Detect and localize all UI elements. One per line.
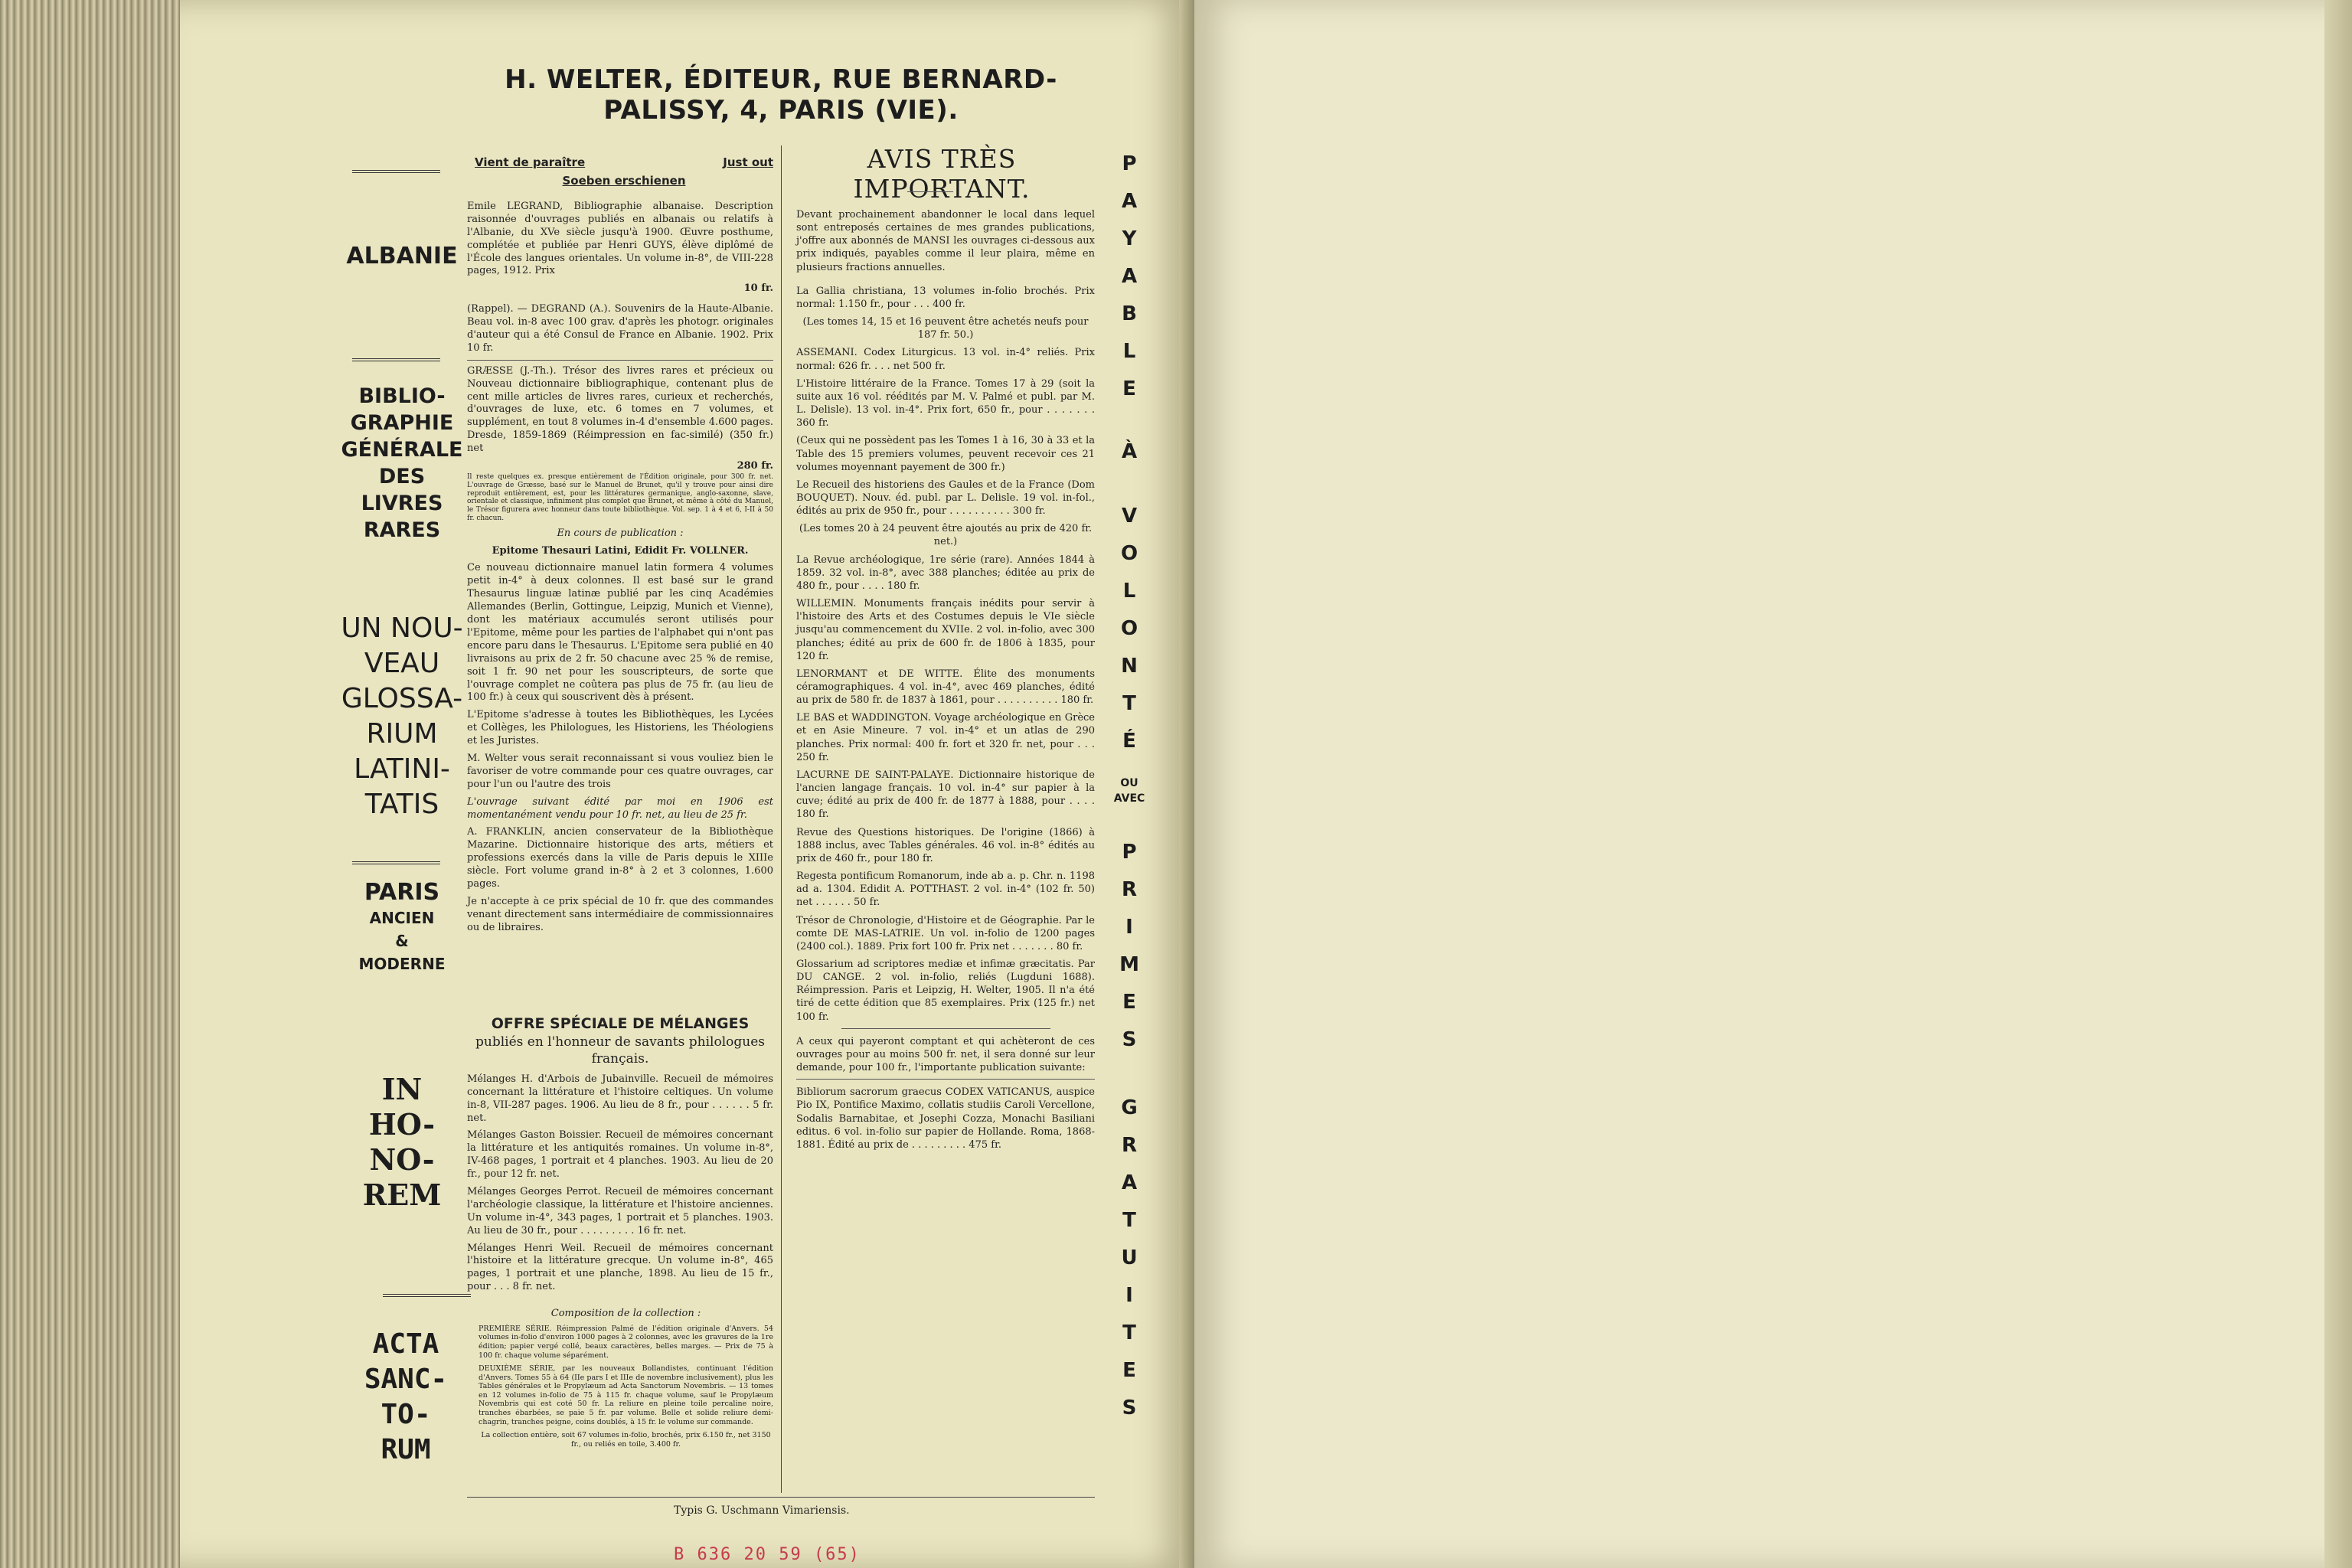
side-line: ANCIEN	[369, 909, 435, 927]
payable-letter: L	[1122, 340, 1136, 363]
heading-just-out: Just out	[723, 155, 773, 169]
offre-subtitle: publiés en l'honneur de savants philologues français.	[475, 1034, 765, 1067]
offre-title: OFFRE SPÉCIALE DE MÉLANGES	[491, 1015, 750, 1032]
entry-histoire: L'Histoire littéraire de la France. Tomes 17 à 29 (soit la suite aux 16 vol. réédités par M. V. Palmé et publ. par M. L. Delisle). 13 vol. in-4°. Prix fort, 650 fr., pour . . . . . . . 360 fr.	[796, 377, 1095, 430]
side-line: SANC-	[364, 1364, 448, 1395]
entry-regesta: Regesta pontificum Romanorum, inde ab a. p. Chr. n. 1198 ad a. 1304. Edidit A. POTTHAST. 2 vol. in-4° (102 fr. 50) net . . . . . . 50 fr.	[796, 871, 1095, 909]
payable-letter: S	[1122, 1028, 1137, 1051]
side-line: GRAPHIE	[350, 411, 454, 435]
payable-letter: R	[1121, 878, 1138, 901]
en-cours-label: En cours de publication :	[557, 527, 684, 539]
payable-letter: Y	[1122, 227, 1137, 250]
acta-serie-2: DEUXIÈME SÉRIE, par les nouveaux Bollandistes, continuant l'édition d'Anvers. Tomes 55 à 64 (IIe pars I et IIIe de novembre inclusivement), plus les Tables générales et le Propylæum ad Acta Sanctorum Novembris. — 13 tomes en 12 volumes in-folio de 75 à 115 fr. chaque volume, sauf le Propylæum Novembris qui est coté 50 fr. La reliure en pleine toile percaline noire, tranches ébarbées, se paie 5 fr. par volume. Belle et solide reliure demi-chagrin, tranches peigne, coins doublés, à 15 fr. le volume sur commande.	[479, 1364, 773, 1426]
payable-letter: A	[1121, 1171, 1138, 1194]
price-legrand: 10 fr.	[743, 283, 773, 295]
melanges-section	[467, 1014, 773, 1298]
entry-epitome-3: M. Welter vous serait reconnaissant si vous vouliez bien le favoriser de votre commande pour ces quatre ouvrages, car pour l'un ou l'autre des trois	[467, 752, 773, 790]
publisher-header: H. WELTER, ÉDITEUR, RUE BERNARD-PALISSY, 4, PARIS (VIE).	[505, 64, 1057, 126]
entry-graesse: GRÆSSE (J.-Th.). Trésor des livres rares et précieux ou Nouveau dictionnaire bibliographique, contenant plus de cent mille articles de livres rares, curieux et recherchés, d'ouvrages de luxe, etc. 6 tomes en 7 volumes, et supplément, en tout 8 volumes in-4 d'ensemble 4.600 pages. Dresde, 1859-1869 (Réimpression en fac-similé) (350 fr.) net	[467, 364, 773, 455]
payable-letter: N	[1121, 655, 1138, 678]
payable-letter: I	[1125, 1284, 1133, 1307]
side-line: MODERNE	[358, 955, 446, 973]
entry-epitome-4: L'ouvrage suivant édité par moi en 1906 est momentanément vendu pour 10 fr. net, au lieu de 25 fr.	[467, 795, 773, 821]
side-line: REM	[362, 1178, 442, 1212]
payable-letter: É	[1122, 730, 1136, 753]
payable-letter: E	[1122, 377, 1136, 400]
entry-glossarium: Glossarium ad scriptores mediæ et infimæ græcitatis. Par DU CANGE. 2 vol. in-folio, reliés (Lugduni 1688). Réimpression. Paris et Leipzig, H. Welter, 1905. Il n'a été tiré de cette édition que 85 exemplaires. Prix (125 fr.) net 100 fr.	[796, 958, 1095, 1023]
side-rule	[352, 170, 440, 173]
side-rule	[352, 861, 440, 864]
payable-letter: O	[1120, 617, 1138, 640]
payable-vertical-text	[1095, 145, 1164, 1427]
side-line: TO-	[381, 1399, 431, 1430]
payable-ou: OU	[1120, 777, 1138, 789]
just-out-heading	[475, 155, 773, 189]
entry-bibliorum: Bibliorum sacrorum graecus CODEX VATICANUS, auspice Pio IX, Pontifice Maximo, collatis studiis Caroli Vercellone, Sodalis Barnabitae, et Josephi Cozza, Monachi Basiliani editus. 6 vol. in-folio sur papier de Hollande. Roma, 1868-1881. Édité au prix de . . . . . . . . . 475 fr.	[796, 1086, 1095, 1151]
payable-letter: R	[1121, 1134, 1138, 1157]
avis-underline	[907, 191, 953, 192]
comptant-text: A ceux qui payeront comptant et qui achèteront de ces ouvrages pour au moins 500 fr. net, il sera donné sur leur demande, pour 100 fr., l'importante publication suivante:	[796, 1035, 1095, 1074]
payable-letter: P	[1122, 841, 1137, 864]
side-line: NO-	[369, 1142, 435, 1177]
avis-title: AVIS TRÈS IMPORTANT.	[853, 144, 1031, 204]
right-page-edge	[2324, 0, 2352, 1568]
payable-letter: A	[1121, 265, 1138, 288]
graesse-note: Il reste quelques ex. presque entièrement de l'Édition originale, pour 300 fr. net. L'ouvrage de Græsse, basé sur le Manuel de Brunet, qu'il y trouve pour ainsi dire reproduit entièrement, est, pour les littératures germanique, anglo-saxonne, slave, orientale et classique, infiniment plus complet que Brunet, et même à côté du Manuel, le Trésor figurera avec honneur dans toute bibliothèque. Vol. sep. 1 à 4 et 6, I-II à 50 fr. chacun.	[467, 472, 773, 522]
entry-questions: Revue des Questions historiques. De l'origine (1866) à 1888 inclus, avec Tables générales. 46 vol. in-8° édités au prix de 460 fr., pour 180 fr.	[796, 826, 1095, 864]
printer-line: Typis G. Uschmann Vimariensis.	[674, 1504, 850, 1517]
entry-recueil-note: (Les tomes 20 à 24 peuvent être ajoutés au prix de 420 fr. net.)	[799, 523, 1093, 548]
side-label-paris	[329, 879, 475, 975]
side-label-honorem	[329, 1072, 475, 1213]
entry-histoire-note: (Ceux qui ne possèdent pas les Tomes 1 à 16, 30 à 33 et la Table des 15 premiers volumes, peuvent recevoir ces 21 volumes moyennant payement de 300 fr.)	[796, 435, 1095, 473]
side-rule	[383, 1294, 471, 1297]
side-label-glossarium	[329, 611, 475, 822]
column-divider	[781, 145, 782, 1493]
payable-letter: T	[1122, 1321, 1136, 1344]
divider	[467, 360, 773, 361]
side-label-albanie: ALBANIE	[346, 243, 458, 270]
side-line: TATIS	[364, 789, 439, 820]
entry-franklin-2: Je n'accepte à ce prix spécial de 10 fr. que des commandes venant directement sans intermédiaire de commissionnaires ou de libraires.	[467, 895, 773, 933]
entry-melanges-weil: Mélanges Henri Weil. Recueil de mémoires concernant l'histoire et la littérature grecque. Un volume in-8°, 465 pages, 1 portrait et une planche, 1898. Au lieu de 15 fr., pour . . . 8 fr. net.	[467, 1242, 773, 1293]
side-line: DES	[378, 465, 426, 488]
left-column-top	[467, 201, 773, 939]
library-stamp: B 636 20 59 (65)	[674, 1545, 861, 1564]
entry-gallia-note: (Les tomes 14, 15 et 16 peuvent être achetés neufs pour 187 fr. 50.)	[802, 316, 1089, 341]
side-label-acta	[333, 1327, 479, 1468]
side-line: GLOSSA-	[341, 683, 463, 714]
intro-text: Devant prochainement abandonner le local dans lequel sont entreposés certaines de mes grandes publications, j'offre aux abonnés de MANSI les ouvrages ci-dessous aux prix indiqués, payables comme il leur plaira, même en plusieurs fractions annuelles.	[796, 209, 1095, 273]
entry-legrand: Emile LEGRAND, Bibliographie albanaise. Description raisonnée d'ouvrages publiés en albanais ou relatifs à l'Albanie, du XVe siècle jusqu'à 1900. Œuvre posthume, complétée et publiée par Henri GUYS, élève diplômé de l'École des langues orientales. Un volume in-8°, de VIII-228 pages, 1912. Prix	[467, 201, 773, 277]
footer-rule	[467, 1497, 1095, 1498]
entry-franklin: A. FRANKLIN, ancien conservateur de la Bibliothèque Mazarine. Dictionnaire historique des arts, métiers et professions exercés dans la ville de Paris depuis le XIIIe siècle. Fort volume grand in-8° à 2 et 3 colonnes, 1.600 pages.	[467, 826, 773, 890]
entry-recueil: Le Recueil des historiens des Gaules et de la France (Dom BOUQUET). Nouv. éd. publ. par L. Delisle. 19 vol. in-fol., édités au prix de 950 fr., pour . . . . . . . . . . 300 fr.	[796, 479, 1095, 518]
divider	[841, 1028, 1050, 1029]
entry-lacurne: LACURNE DE SAINT-PALAYE. Dictionnaire historique de l'ancien langage français. 10 vol. in-4° sur papier à la cuve; édité au prix de 400 fr. de 1877 à 1888, pour . . . . 180 fr.	[796, 769, 1095, 821]
payable-letter: T	[1122, 1209, 1136, 1232]
payable-letter: S	[1122, 1396, 1137, 1419]
payable-letter: V	[1121, 505, 1138, 528]
side-line: RUM	[381, 1434, 431, 1465]
payable-a: À	[1121, 440, 1138, 463]
side-line: GÉNÉRALE	[341, 438, 463, 462]
side-line: LIVRES	[361, 492, 443, 515]
payable-letter: B	[1122, 302, 1137, 325]
entry-melanges-perrot: Mélanges Georges Perrot. Recueil de mémoires concernant l'archéologie classique, la littérature et l'histoire anciennes. Un volume in-4°, 343 pages, 1 portrait et 5 planches. 1903. Au lieu de 30 fr., pour . . . . . . . . . 16 fr. net.	[467, 1186, 773, 1236]
side-rule	[352, 358, 440, 361]
epitome-title: Epitome Thesauri Latini, Edidit Fr. VOLLNER.	[492, 544, 749, 557]
entry-epitome-2: L'Epitome s'adresse à toutes les Bibliothèques, les Lycées et Collèges, les Philologues, les Historiens, les Théologiens et les Juristes.	[467, 709, 773, 747]
right-column	[796, 208, 1095, 1156]
side-line: UN NOU-	[341, 612, 463, 644]
side-line: PARIS	[364, 879, 440, 906]
payable-letter: A	[1121, 190, 1138, 213]
divider	[796, 1079, 1095, 1080]
payable-letter: E	[1122, 1359, 1136, 1382]
side-line: RARES	[363, 518, 441, 542]
side-line: IN	[381, 1072, 423, 1106]
price-graesse: 280 fr.	[737, 460, 773, 472]
side-line: &	[395, 932, 409, 950]
entry-melanges-jubainville: Mélanges H. d'Arbois de Jubainville. Recueil de mémoires concernant la littérature et l'histoire celtiques. Un volume in-8, VII-287 pages. 1906. Au lieu de 8 fr., pour . . . . . . 5 fr. net.	[467, 1073, 773, 1124]
side-line: ACTA	[372, 1328, 439, 1360]
side-line: VEAU	[364, 648, 440, 679]
side-line: BIBLIO-	[358, 384, 446, 408]
payable-letter: P	[1122, 152, 1137, 175]
entry-lebas: LE BAS et WADDINGTON. Voyage archéologique en Grèce et en Asie Mineure. 7 vol. in-4° et un atlas de 290 planches. Prix normal: 400 fr. fort et 320 fr. net, pour . . . 250 fr.	[796, 712, 1095, 763]
entry-melanges-boissier: Mélanges Gaston Boissier. Recueil de mémoires concernant la littérature et les antiquités romaines. Un volume in-8°, IV-468 pages, 1 portrait et 4 planches. 1903. Au lieu de 20 fr., pour 12 fr. net.	[467, 1129, 773, 1181]
acta-total: La collection entière, soit 67 volumes in-folio, brochés, prix 6.150 fr., net 3150 fr., ou reliés en toile, 3.400 fr.	[481, 1431, 771, 1449]
acta-serie-1: PREMIÈRE SÉRIE. Réimpression Palmé de l'édition originale d'Anvers. 54 volumes in-folio d'environ 1000 pages à 2 colonnes, avec les gravures de la 1re édition; papier vergé collé, beaux caractères, belles marges. — Prix de 75 à 100 fr. chaque volume séparément.	[479, 1324, 773, 1360]
payable-letter: L	[1122, 580, 1136, 603]
entry-assemani: ASSEMANI. Codex Liturgicus. 13 vol. in-4° reliés. Prix normal: 626 fr. . . . net 500 fr.	[796, 347, 1095, 372]
acta-section	[479, 1308, 773, 1453]
side-line: LATINI-	[354, 753, 450, 785]
entry-epitome: Ce nouveau dictionnaire manuel latin formera 4 volumes petit in-4° à deux colonnes. Il est basé sur le grand Thesaurus linguæ latinæ publié par les cinq Académies Allemandes (Berlin, Gottingue, Leipzig, Munich et Vienne), dont les matériaux accumulés seront utilisés pour l'Epitome, même pour les parties de l'alphabet qui n'ont pas encore paru dans le Thesaurus. L'Epitome sera publié en 40 livraisons au prix de 2 fr. 50 chacune avec 25 % de remise, soit 1 fr. 90 net pour les souscripteurs, de sorte que l'ouvrage complet ne coûtera pas plus de 75 fr. (au lieu de 100 fr.) à ceux qui souscrivent dès à présent.	[467, 562, 773, 704]
entry-tresor: Trésor de Chronologie, d'Histoire et de Géographie. Par le comte DE MAS-LATRIE. Un vol. in-folio de 1200 pages (2400 col.). 1889. Prix fort 100 fr. Prix net . . . . . . . 80 fr.	[796, 914, 1095, 952]
heading-soeben: Soeben erschienen	[562, 173, 686, 188]
composition-label: Composition de la collection :	[550, 1308, 701, 1319]
payable-letter: G	[1121, 1096, 1138, 1119]
side-label-bibliographie	[329, 383, 475, 544]
side-line: RIUM	[366, 718, 438, 750]
right-page-blank	[1194, 0, 2352, 1568]
payable-letter: U	[1121, 1246, 1138, 1269]
side-line: HO-	[368, 1107, 436, 1142]
payable-letter: M	[1119, 953, 1139, 976]
entry-degrand: (Rappel). — DEGRAND (A.). Souvenirs de la Haute-Albanie. Beau vol. in-8 avec 100 grav. d'après les photogr. originales d'auteur qui a été Consul de France en Albanie. 1902. Prix 10 fr.	[467, 303, 773, 354]
payable-avec: AVEC	[1113, 792, 1145, 805]
payable-letter: T	[1122, 692, 1136, 715]
heading-vient: Vient de paraître	[475, 155, 586, 169]
payable-letter: I	[1125, 916, 1133, 939]
entry-willemin: WILLEMIN. Monuments français inédits pour servir à l'histoire des Arts et des Costumes depuis le VIe siècle jusqu'au commencement du XVIIe. 2 vol. in-folio, avec 300 planches; édité au prix de 600 fr. de 1806 à 1835, pour 120 fr.	[796, 598, 1095, 662]
entry-lenormant: LENORMANT et DE WITTE. Élite des monuments céramographiques. 4 vol. in-4°, avec 469 planches, édité au prix de 580 fr. de 1837 à 1861, pour . . . . . . . . . . 180 fr.	[796, 668, 1095, 707]
payable-letter: E	[1122, 991, 1136, 1014]
entry-gallia: La Gallia christiana, 13 volumes in-folio brochés. Prix normal: 1.150 fr., pour . . . 400 fr.	[796, 285, 1095, 310]
entry-revue: La Revue archéologique, 1re série (rare). Années 1844 à 1859. 32 vol. in-8°, avec 388 planches; éditée au prix de 480 fr., pour . . . . 180 fr.	[796, 554, 1095, 592]
page-edge-stack	[0, 0, 188, 1568]
payable-letter: O	[1120, 542, 1138, 565]
